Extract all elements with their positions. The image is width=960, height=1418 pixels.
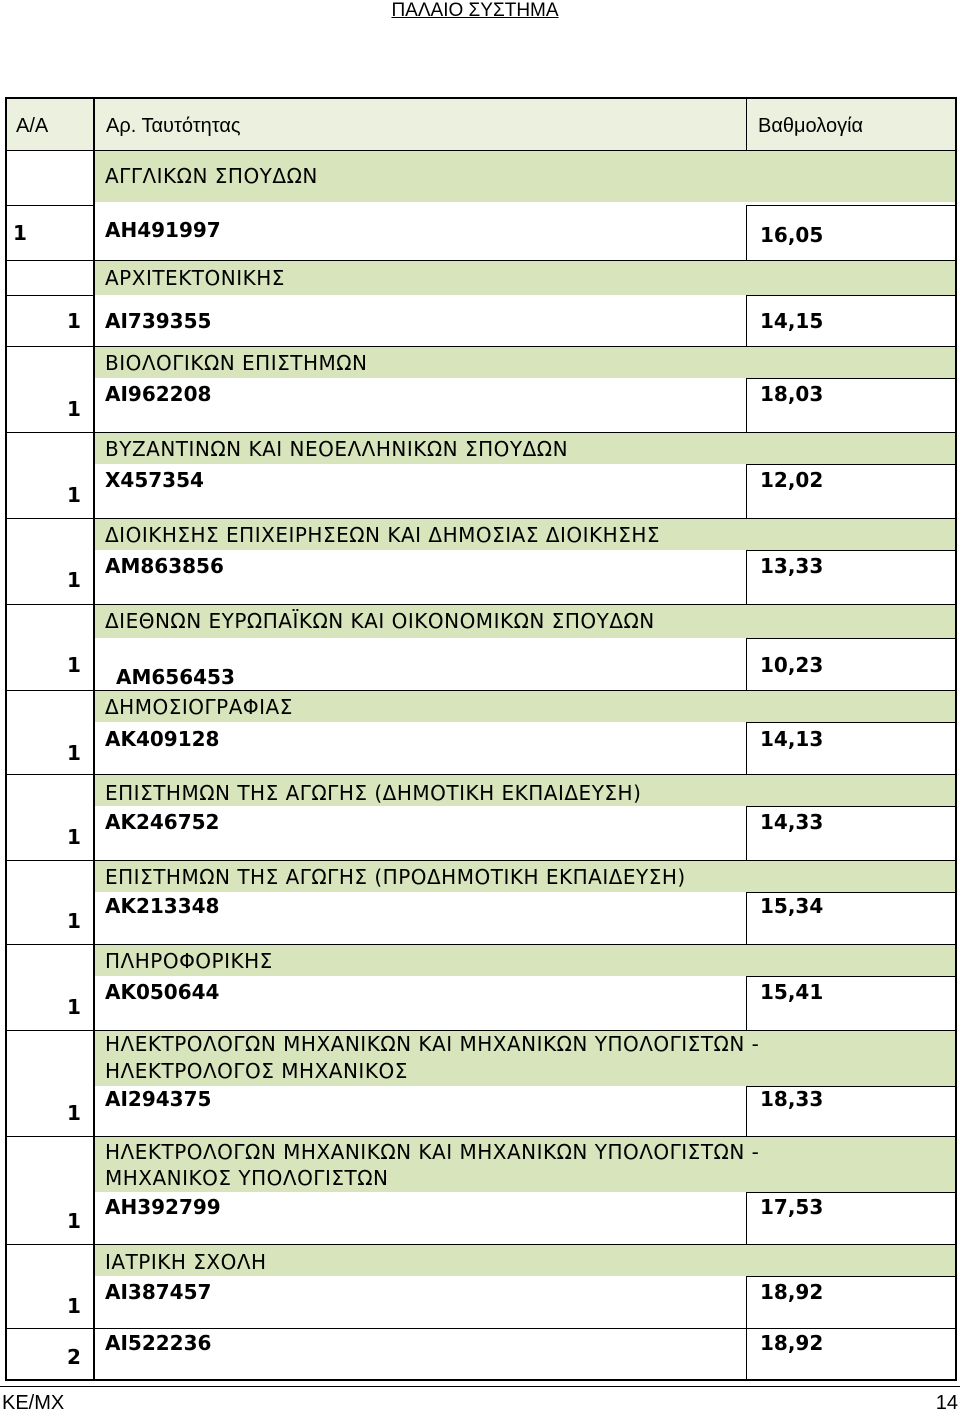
- row-aa: 1: [67, 653, 81, 677]
- dept-name: ΕΠΙΣΤΗΜΩΝ ΤΗΣ ΑΓΩΓΗΣ (ΔΗΜΟΤΙΚΗ ΕΚΠΑΙΔΕΥΣΗ): [105, 781, 642, 805]
- row-id: ΑΙ294375: [105, 1087, 212, 1111]
- row-aa: 1: [67, 741, 81, 765]
- dept-name-line2: ΜΗΧΑΝΙΚΟΣ ΥΠΟΛΟΓΙΣΤΩΝ: [105, 1166, 389, 1190]
- row-aa: 1: [67, 825, 81, 849]
- row-id: ΑΙ387457: [105, 1280, 212, 1304]
- row-aa: 2: [67, 1345, 81, 1369]
- row-grade: 17,53: [760, 1195, 824, 1219]
- dept-name: ΒΙΟΛΟΓΙΚΩΝ ΕΠΙΣΤΗΜΩΝ: [105, 351, 368, 375]
- dept-name-line1: ΗΛΕΚΤΡΟΛΟΓΩΝ ΜΗΧΑΝΙΚΩΝ ΚΑΙ ΜΗΧΑΝΙΚΩΝ ΥΠΟΛΟΓΙΣΤΩΝ -: [105, 1140, 760, 1164]
- row-id: ΑΗ392799: [105, 1195, 221, 1219]
- dept-name: ΑΡΧΙΤΕΚΤΟΝΙΚΗΣ: [105, 266, 285, 290]
- dept-name: ΔΗΜΟΣΙΟΓΡΑΦΙΑΣ: [105, 695, 293, 719]
- dept-name: ΔΙΟΙΚΗΣΗΣ ΕΠΙΧΕΙΡΗΣΕΩΝ ΚΑΙ ΔΗΜΟΣΙΑΣ ΔΙΟΙΚΗΣΗΣ: [105, 523, 660, 547]
- row-id: ΑΙ962208: [105, 382, 212, 406]
- row-id: ΑΜ656453: [116, 665, 235, 689]
- row-aa: 1: [67, 568, 81, 592]
- row-aa: 1: [67, 309, 81, 333]
- header-aa: Α/Α: [16, 115, 49, 137]
- footer-code: ΚΕ/ΜΧ: [2, 1392, 65, 1414]
- row-grade: 18,92: [760, 1280, 824, 1304]
- row-aa: 1: [13, 221, 27, 245]
- dept-name: ΑΓΓΛΙΚΩΝ ΣΠΟΥΔΩΝ: [105, 164, 318, 188]
- dept-name: ΕΠΙΣΤΗΜΩΝ ΤΗΣ ΑΓΩΓΗΣ (ΠΡΟΔΗΜΟΤΙΚΗ ΕΚΠΑΙΔΕΥΣΗ): [105, 865, 686, 889]
- row-grade: 16,05: [760, 223, 824, 247]
- page-title: ΠΑΛΑΙΟ ΣΥΣΤΗΜΑ: [391, 0, 559, 21]
- row-grade: 18,33: [760, 1087, 824, 1111]
- row-grade: 14,13: [760, 727, 824, 751]
- row-grade: 14,15: [760, 309, 824, 333]
- row-aa: 1: [67, 995, 81, 1019]
- row-id: Χ457354: [105, 468, 204, 492]
- row-id: ΑΙ522236: [105, 1331, 212, 1355]
- row-id: ΑΗ491997: [105, 218, 221, 242]
- dept-name: ΠΛΗΡΟΦΟΡΙΚΗΣ: [105, 949, 273, 973]
- row-aa: 1: [67, 1101, 81, 1125]
- row-id: ΑΜ863856: [105, 554, 224, 578]
- row-grade: 10,23: [760, 653, 824, 677]
- dept-name: ΙΑΤΡΙΚΗ ΣΧΟΛΗ: [105, 1250, 267, 1274]
- header-grade: Βαθμολογία: [758, 115, 864, 137]
- row-id: ΑΚ409128: [105, 727, 220, 751]
- row-grade: 12,02: [760, 468, 824, 492]
- dept-name: ΔΙΕΘΝΩΝ ΕΥΡΩΠΑΪΚΩΝ ΚΑΙ ΟΙΚΟΝΟΜΙΚΩΝ ΣΠΟΥΔΩΝ: [105, 609, 655, 633]
- row-aa: 1: [67, 909, 81, 933]
- row-aa: 1: [67, 397, 81, 421]
- row-grade: 13,33: [760, 554, 824, 578]
- row-grade: 18,92: [760, 1331, 824, 1355]
- row-grade: 14,33: [760, 810, 824, 834]
- page-number: 14: [935, 1392, 958, 1414]
- dept-name-line1: ΗΛΕΚΤΡΟΛΟΓΩΝ ΜΗΧΑΝΙΚΩΝ ΚΑΙ ΜΗΧΑΝΙΚΩΝ ΥΠΟΛΟΓΙΣΤΩΝ -: [105, 1032, 760, 1056]
- row-id: ΑΙ739355: [105, 309, 212, 333]
- row-id: ΑΚ213348: [105, 894, 220, 918]
- row-grade: 15,41: [760, 980, 824, 1004]
- dept-name-line2: ΗΛΕΚΤΡΟΛΟΓΟΣ ΜΗΧΑΝΙΚΟΣ: [105, 1059, 408, 1083]
- row-aa: 1: [67, 1294, 81, 1318]
- row-grade: 15,34: [760, 894, 824, 918]
- dept-name: ΒΥΖΑΝΤΙΝΩΝ ΚΑΙ ΝΕΟΕΛΛΗΝΙΚΩΝ ΣΠΟΥΔΩΝ: [105, 437, 569, 461]
- footer-divider: [0, 1386, 960, 1387]
- row-aa: 1: [67, 1209, 81, 1233]
- header-id: Αρ. Ταυτότητας: [106, 115, 241, 137]
- row-grade: 18,03: [760, 382, 824, 406]
- row-id: ΑΚ050644: [105, 980, 220, 1004]
- row-aa: 1: [67, 483, 81, 507]
- row-id: ΑΚ246752: [105, 810, 220, 834]
